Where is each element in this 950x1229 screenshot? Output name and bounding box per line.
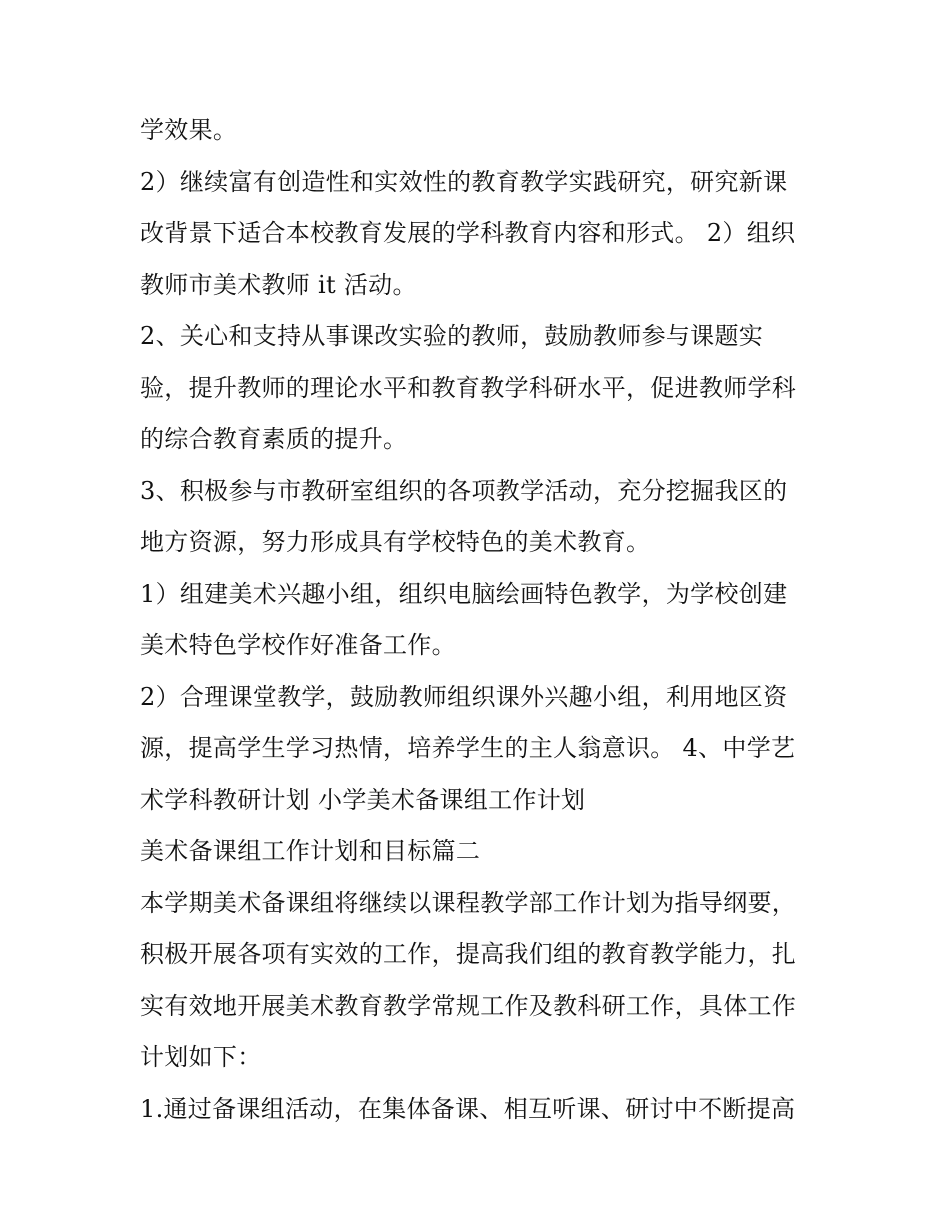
text-line: 2）继续富有创造性和实效性的教育教学实践研究，研究新课 (140, 167, 788, 196)
text-line: 计划如下： (140, 1043, 262, 1071)
text-line: 1.通过备课组活动，在集体备课、相互听课、研讨中不断提高 (140, 1094, 796, 1123)
text-line: 积极开展各项有实效的工作，提高我们组的教育教学能力，扎 (140, 940, 797, 968)
text-line: 实有效地开展美术教育教学常规工作及教科研工作，具体工作 (140, 991, 797, 1020)
text-line: 学效果。 (140, 116, 238, 144)
text-line: 改背景下适合本校教育发展的学科教育内容和形式。 2）组织 (140, 219, 796, 247)
text-line: 教师市美术教师 it 活动。 (140, 270, 417, 299)
text-line: 源，提高学生学习热情，培养学生的主人翁意识。 4、中学艺 (140, 734, 796, 762)
text-line: 1）组建美术兴趣小组，组织电脑绘画特色教学，为学校创建 (140, 579, 788, 608)
text-line: 本学期美术备课组将继续以课程教学部工作计划为指导纲要， (140, 888, 797, 917)
text-line: 美术特色学校作好准备工作。 (140, 631, 456, 659)
text-line: 验，提升教师的理论水平和教育教学科研水平，促进教师学科 (140, 373, 797, 402)
text-line: 3、积极参与市教研室组织的各项教学活动，充分挖掘我区的 (140, 476, 788, 505)
text-line: 术学科教研计划 小学美术备课组工作计划 (140, 785, 586, 814)
section-heading: 美术备课组工作计划和目标篇二 (140, 837, 481, 865)
text-line: 2、关心和支持从事课改实验的教师，鼓励教师参与课题实 (140, 322, 764, 350)
text-line: 2）合理课堂教学，鼓励教师组织课外兴趣小组，利用地区资 (140, 682, 788, 711)
text-line: 的综合教育素质的提升。 (140, 425, 408, 453)
text-line: 地方资源，努力形成具有学校特色的美术教育。 (140, 528, 651, 556)
document-body (140, 106, 820, 1136)
